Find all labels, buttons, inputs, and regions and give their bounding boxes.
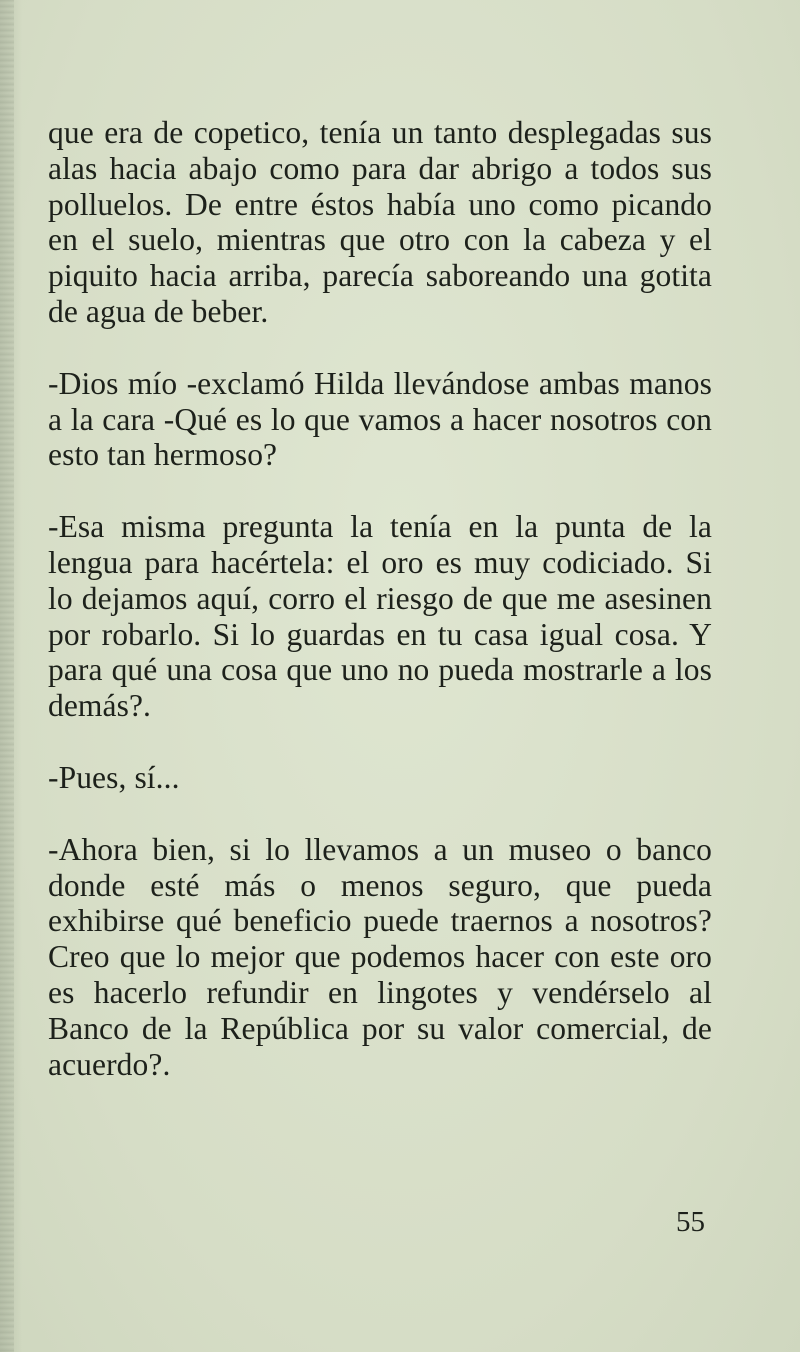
paragraph: que era de copetico, tenía un tanto desplegadas sus alas hacia abajo como para dar abrigo a todos sus polluelos. De entre éstos había uno como picando en el suelo, mientras que otro con la cabeza y el piquito hacia arriba, parecía saboreando una gotita de agua de beber. xyxy=(48,115,712,329)
paragraph: -Dios mío -exclamó Hilda llevándose ambas manos a la cara -Qué es lo que vamos a hacer nosotros con esto tan hermoso? xyxy=(48,365,712,473)
paragraph: -Ahora bien, si lo llevamos a un museo o banco donde esté más o menos seguro, que pueda exhibirse qué beneficio puede traernos a nosotros? Creo que lo mejor que podemos hacer con este oro es hacerlo refundir en lingotes y vendérselo al Banco de la República por su valor comercial, de acuerdo?. xyxy=(48,831,712,1082)
page-number: 55 xyxy=(676,1206,705,1238)
body-text xyxy=(48,115,712,1082)
page-spine-edge xyxy=(0,0,14,1352)
paragraph: -Esa misma pregunta la tenía en la punta de la lengua para hacértela: el oro es muy codiciado. Si lo dejamos aquí, corro el riesgo de que me asesinen por robarlo. Si lo guardas en tu casa igual cosa. Y para qué una cosa que uno no pueda mostrarle a los demás?. xyxy=(48,509,712,724)
paragraph: -Pues, sí... xyxy=(48,759,180,795)
